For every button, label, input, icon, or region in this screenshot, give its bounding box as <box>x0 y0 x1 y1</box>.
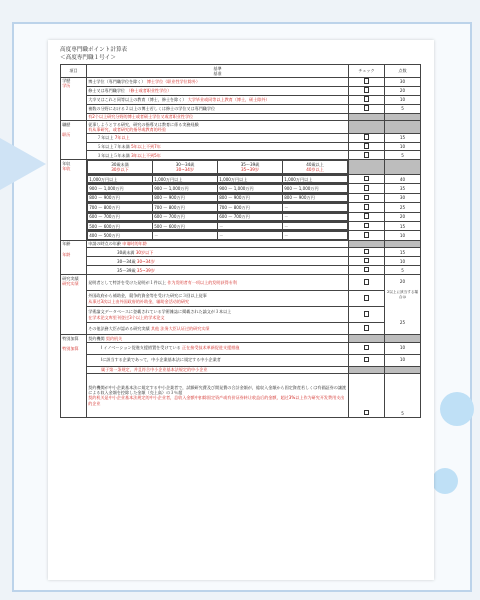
table-header <box>61 65 421 78</box>
table-row: 30～34歳 30~34岁 10 <box>61 257 421 266</box>
table-row: Ⅰ イノベーション促進支援措置を受けている 正在接受技术革新促进支援措施 10 <box>61 342 421 354</box>
table-row: 500 ～ 600万円 500 ～ 600万円 － － 15 <box>61 222 421 231</box>
table-row: ３年以上５年未満 3年以上不到5年 5 <box>61 151 421 160</box>
table-row: 修士又は専門職学位 （修士或者职业性学位） 20 <box>61 86 421 95</box>
category-research: 研究実績 研究实绩 <box>61 275 87 335</box>
document-sheet <box>48 40 434 580</box>
checkbox[interactable] <box>364 152 370 158</box>
flower-decoration-2 <box>432 468 458 494</box>
checkbox[interactable] <box>364 325 370 331</box>
checkbox[interactable] <box>364 279 370 285</box>
checkbox[interactable] <box>364 410 370 416</box>
table-row: 契約機関が中小企業基本法に規定する中小企業者で，試験研究費及び開発費の合計金額が，総収入金額から固定資産若しくは有価証券の譲渡による収入金額を控除した金額（売上高）の３％超 契约机关是中小企业基本法规定的中小企业者，总收入金额中扣除固定资产或有价证券转让收益后的金额，超过3%以上作为研究开发费用支出的企业 5 <box>61 373 421 417</box>
table-row: Ⅰに該当する企業であって，中小企業基本法に規定する中小企業者 10 <box>61 354 421 366</box>
checkbox[interactable] <box>364 204 370 210</box>
table-row: 有2个以上研究分野的博士或者硕士学位又或者职业性学位 <box>61 113 421 120</box>
table-row: 年収 年收 30歳未満 30岁以下 30～34歳 30~34岁 35～39歳 35~39岁 40歳以上 40岁以上 <box>61 160 421 175</box>
checkbox[interactable] <box>364 143 370 149</box>
document-title: 高度専門職ポイント計算表 ＜高度専門職１号イ＞ <box>60 47 128 61</box>
checkbox[interactable] <box>364 78 370 84</box>
header-criteria: 基準 基准 <box>87 65 349 78</box>
table-row: 400 ～ 500万円 － － － 10 <box>61 231 421 240</box>
table-row: 1,000万円以上 1,000万円以上 1,000万円以上 1,000万円以上 40 <box>61 175 421 184</box>
checkbox[interactable] <box>364 213 370 219</box>
points-table <box>60 64 421 418</box>
category-education: 学歴 学历 <box>61 77 87 120</box>
table-row: 職歴 职历 従事しようとする研究，研究の指導又は教育に係る実務経験 有从事研究，或者研究的指导或教育的经验 <box>61 120 421 133</box>
table-row: 複数の分野における２以上の博士若しくは修士の学位又は専門職学位 5 <box>61 104 421 113</box>
paper-plane-decoration <box>0 138 46 190</box>
category-income: 年収 年收 <box>61 160 87 240</box>
checkbox[interactable] <box>364 223 370 229</box>
table-row: 800 ～ 900万円 800 ～ 900万円 800 ～ 900万円 800 ～ 900万円 30 <box>61 193 421 202</box>
checkbox[interactable] <box>364 357 370 363</box>
header-points: 点数 <box>385 65 421 78</box>
checkbox[interactable] <box>364 267 370 273</box>
table-row: 外国政府から補助金，競争的資金等を受けた研究に３回以上従事 从事过3次以上由外国政府的补助金，辅助金活动的研究 <box>61 291 421 307</box>
table-row: ７年以上 7年以上 15 <box>61 133 421 142</box>
table-row: 学歴 学历 博士学位（専門職学位を除く） 博士学位（职业性学位除外） 30 <box>61 77 421 86</box>
checkbox[interactable] <box>364 258 370 264</box>
flower-decoration-1 <box>440 392 474 426</box>
checkbox[interactable] <box>364 185 370 191</box>
checkbox[interactable] <box>364 105 370 111</box>
table-row: 研究実績 研究实绩 発明者として特許を受けた発明が１件以上 作为发明者有一项以上的发明获得专利 20 2以上に該当する場合は 25 <box>61 275 421 291</box>
checkbox[interactable] <box>364 295 370 301</box>
checkbox[interactable] <box>364 345 370 351</box>
table-row: 年齢 年龄 申請の時点の年齢 申请时的年龄 <box>61 240 421 247</box>
table-row: 600 ～ 700万円 600 ～ 700万円 600 ～ 700万円 － 20 <box>61 212 421 221</box>
checkbox[interactable] <box>364 96 370 102</box>
category-special: 特別加算 特别加算 <box>61 335 87 418</box>
checkbox[interactable] <box>364 249 370 255</box>
checkbox[interactable] <box>364 232 370 238</box>
checkbox[interactable] <box>364 176 370 182</box>
table-row: 700 ～ 800万円 700 ～ 800万円 700 ～ 800万円 － 25 <box>61 203 421 212</box>
checkbox[interactable] <box>364 134 370 140</box>
checkbox[interactable] <box>364 87 370 93</box>
table-row: 30歳未満 30岁以下 15 <box>61 248 421 257</box>
checkbox[interactable] <box>364 311 370 317</box>
header-item: 項目 <box>61 65 87 78</box>
table-row: 学術論文データベースに登載されている学術雑誌に掲載された論文が３本以上 在学术论文库里刊登过3个以上的学术论文 <box>61 307 421 323</box>
table-row: 特別加算 特别加算 契約機関 契约机关 <box>61 335 421 342</box>
header-check: チェック <box>349 65 385 78</box>
table-row: 900 ～ 1,000万円 900 ～ 1,000万円 900 ～ 1,000万円 900 ～ 1,000万円 35 <box>61 184 421 193</box>
table-row: 35～39歳 35~39岁 5 <box>61 266 421 275</box>
category-age: 年齢 年龄 <box>61 240 87 274</box>
table-row: ５年以上７年未満 5年以上不到7年 10 <box>61 142 421 151</box>
table-row: 属于第一条规定，并且符合中小企业基本法规定的中小企业 <box>61 366 421 373</box>
checkbox[interactable] <box>364 195 370 201</box>
category-career: 職歴 职历 <box>61 120 87 160</box>
table-row: 大卒又はこれと同等以上の教育（博士，修士を除く） 大学毕业或同等以上教育（博士，硕士除外） 10 <box>61 95 421 104</box>
table-row: その他法務大臣が認める研究実績 其他 法务大臣认证过的研究实绩 <box>61 323 421 335</box>
